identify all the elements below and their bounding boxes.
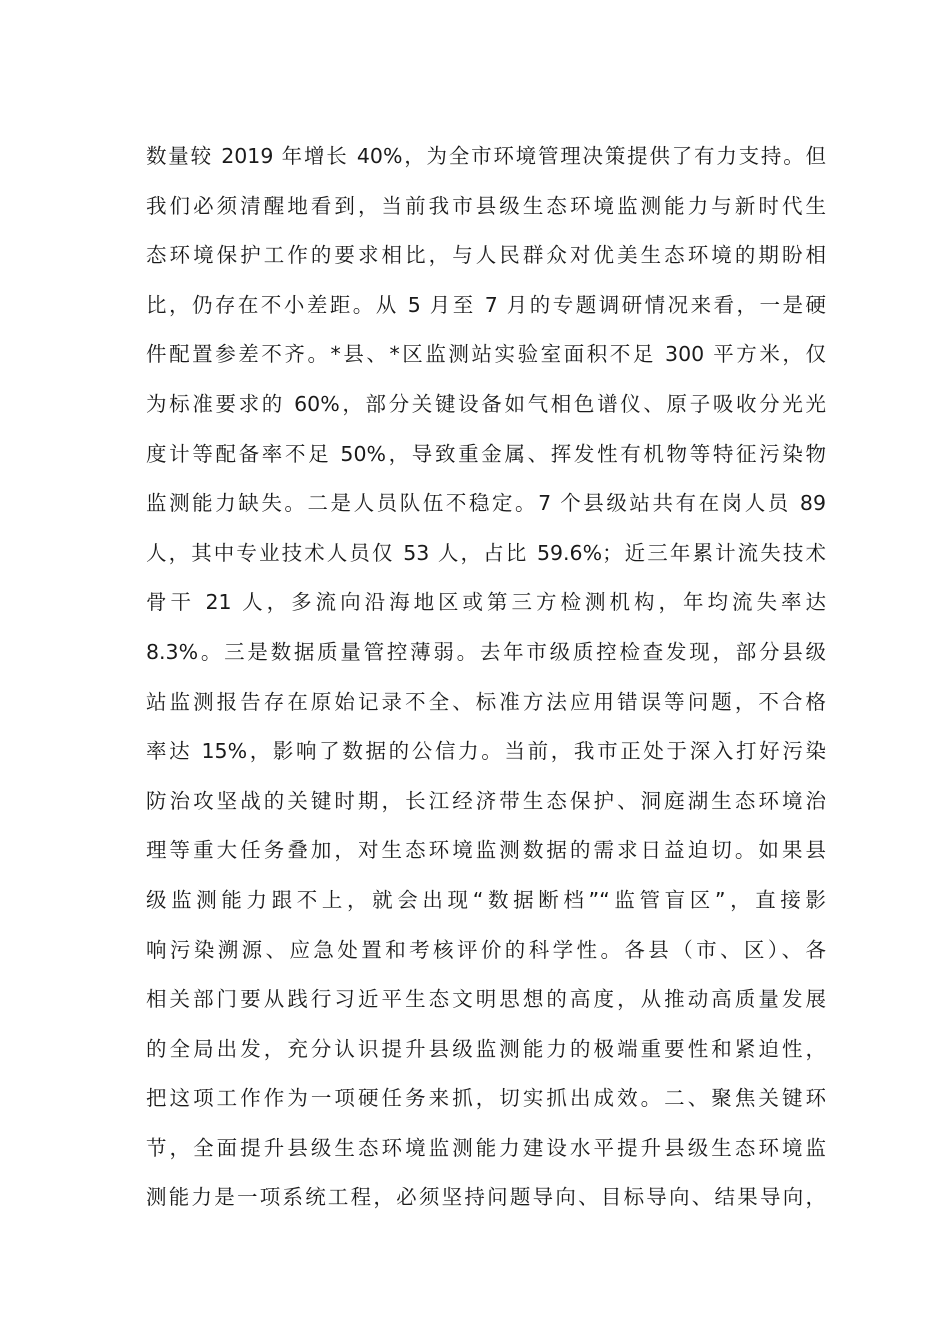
text-line-5: 件配置参差不齐。*县、*区监测站实验室面积不足 300 平方米，仅: [146, 342, 826, 367]
text-line-13: 率达 15%，影响了数据的公信力。当前，我市正处于深入打好污染: [146, 739, 826, 764]
text-line-10: 骨干 21 人，多流向沿海地区或第三方检测机构，年均流失率达: [146, 590, 826, 615]
text-line-15: 理等重大任务叠加，对生态环境监测数据的需求日益迫切。如果县: [146, 838, 826, 863]
text-line-14: 防治攻坚战的关键时期，长江经济带生态保护、洞庭湖生态环境治: [146, 788, 826, 813]
text-line-17: 响污染溯源、应急处置和考核评价的科学性。各县（市、区）、各: [146, 937, 826, 962]
text-line-7: 度计等配备率不足 50%，导致重金属、挥发性有机物等特征污染物: [146, 441, 826, 466]
text-line-20: 把这项工作作为一项硬任务来抓，切实抓出成效。二、聚焦关键环: [146, 1086, 826, 1111]
text-line-1: 数量较 2019 年增长 40%，为全市环境管理决策提供了有力支持。但: [146, 144, 826, 168]
text-line-12: 站监测报告存在原始记录不全、标准方法应用错误等问题，不合格: [146, 689, 826, 714]
text-line-18: 相关部门要从践行习近平生态文明思想的高度，从推动高质量发展: [146, 987, 826, 1012]
text-line-21: 节，全面提升县级生态环境监测能力建设水平提升县级生态环境监: [146, 1135, 826, 1160]
text-line-8: 监测能力缺失。二是人员队伍不稳定。7 个县级站共有在岗人员 89: [146, 491, 826, 516]
text-line-19: 的全局出发，充分认识提升县级监测能力的极端重要性和紧迫性，: [146, 1036, 826, 1061]
body-text: [146, 132, 826, 1223]
text-line-2: 我们必须清醒地看到，当前我市县级生态环境监测能力与新时代生: [146, 193, 826, 218]
text-line-16: 级监测能力跟不上，就会出现“数据断档”“监管盲区”，直接影: [146, 887, 826, 912]
text-line-4: 比，仍存在不小差距。从 5 月至 7 月的专题调研情况来看，一是硬: [146, 292, 826, 317]
text-line-3: 态环境保护工作的要求相比，与人民群众对优美生态环境的期盼相: [146, 243, 826, 268]
text-line-11: 8.3%。三是数据质量管控薄弱。去年市级质控检查发现，部分县级: [146, 639, 826, 664]
text-line-9: 人，其中专业技术人员仅 53 人，占比 59.6%；近三年累计流失技术: [146, 540, 826, 565]
text-line-6: 为标准要求的 60%，部分关键设备如气相色谱仪、原子吸收分光光: [146, 391, 826, 416]
text-line-22: 测能力是一项系统工程，必须坚持问题导向、目标导向、结果导向，: [146, 1185, 826, 1210]
